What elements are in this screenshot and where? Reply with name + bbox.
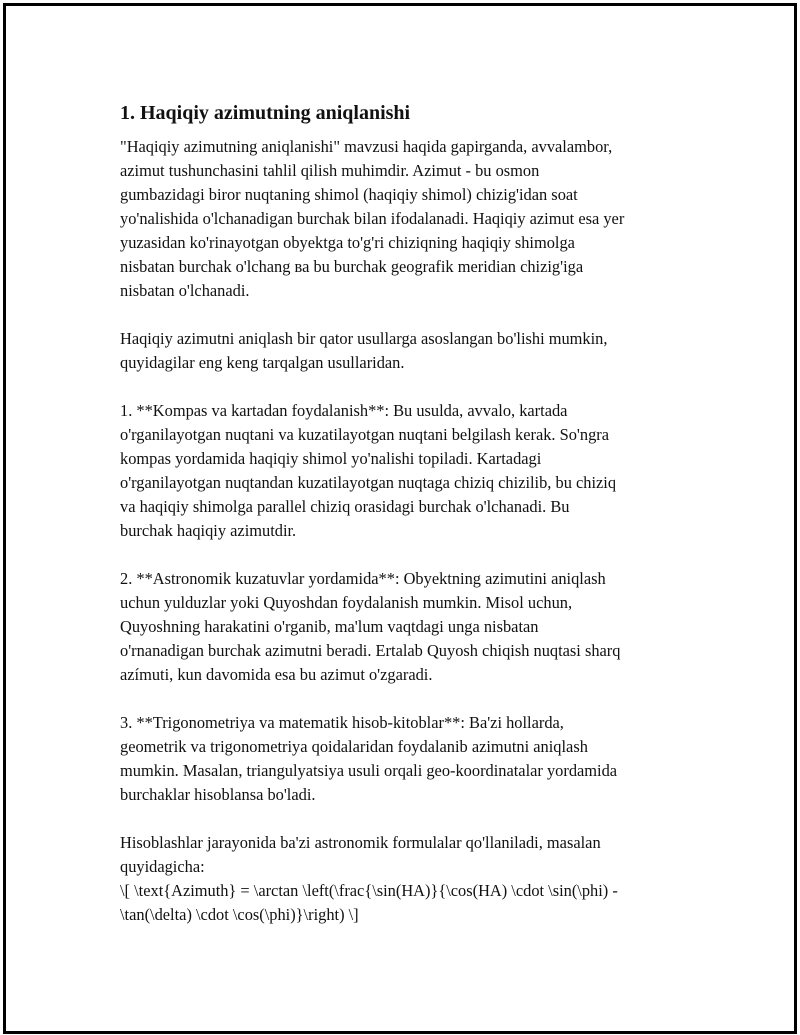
formula-block (120, 831, 700, 927)
paragraph-method-trigonometry: 3. **Trigonometriya va matematik hisob-kitoblar**: Ba'zi hollarda, geometrik va trigonometriya qoidalaridan foydalanib azimutni aniqlash mumkin. Masalan, triangulyatsiya usuli orqali geo-koordinatalar yordamida burchaklar hisoblansa bo'ladi. (120, 713, 618, 804)
formula-text: \[ \text{Azimuth} = \arctan \left(\frac{\sin(HA)}{\cos(HA) \cdot \sin(\phi) - \tan(\delta) \cdot \cos(\phi)}\right) \] (120, 881, 618, 924)
formula-intro: Hisoblashlar jarayonida ba'zi astronomik formulalar qo'llaniladi, masalan quyidagicha: (120, 833, 601, 876)
paragraph-methods-intro: Haqiqiy azimutni aniqlash bir qator usullarga asoslangan bo'lishi mumkin, quyidagilar eng keng tarqalgan usullaridan. (120, 329, 608, 372)
paragraph-intro: "Haqiqiy azimutning aniqlanishi" mavzusi haqida gapirganda, avvalambor, azimut tushunchasini tahlil qilish muhimdir. Azimut - bu osmon gumbazidagi biror nuqtaning shimol (haqiqiy shimol) chizig'idan soat yo'nalishida o'lchanadigan burchak bilan ifodalanadi. Haqiqiy azimut esa yer yuzasidan ko'rinayotgan obyektga to'g'ri chiziqning haqiqiy shimolga nisbatan burchak o'lchang ва bu burchak geografik meridian chizig'iga nisbatan o'lchanadi. (120, 137, 625, 300)
paragraph-method-astronomy: 2. **Astronomik kuzatuvlar yordamida**: Obyektning azimutini aniqlash uchun yulduzlar yoki Quyoshdan foydalanish mumkin. Misol uchun, Quyoshning harakatini o'rganib, ma'lum vaqtdagi unga nisbatan o'rnanadigan burchak azimutni beradi. Ertalab Quyosh chiqish nuqtasi sharq azímuti, kun davomida esa bu azimut o'zgaradi. (120, 569, 621, 684)
paragraph-method-compass: 1. **Kompas va kartadan foydalanish**: Bu usulda, avvalo, kartada o'rganilayotgan nuqtani va kuzatilayotgan nuqtani belgilash kerak. So'ngra kompas yordamida haqiqiy shimol yo'nalishi topiladi. Kartadagi o'rganilayotgan nuqtandan kuzatilayotgan nuqtaga chiziq chizilib, bu chiziq va haqiqiy shimolga parallel chiziq orasidagi burchak o'lchanadi. Bu burchak haqiqiy azimutdir. (120, 401, 617, 540)
page-frame (3, 3, 797, 1034)
section-title: 1. Haqiqiy azimutning aniqlanishi (120, 102, 411, 124)
document-body (120, 100, 700, 927)
